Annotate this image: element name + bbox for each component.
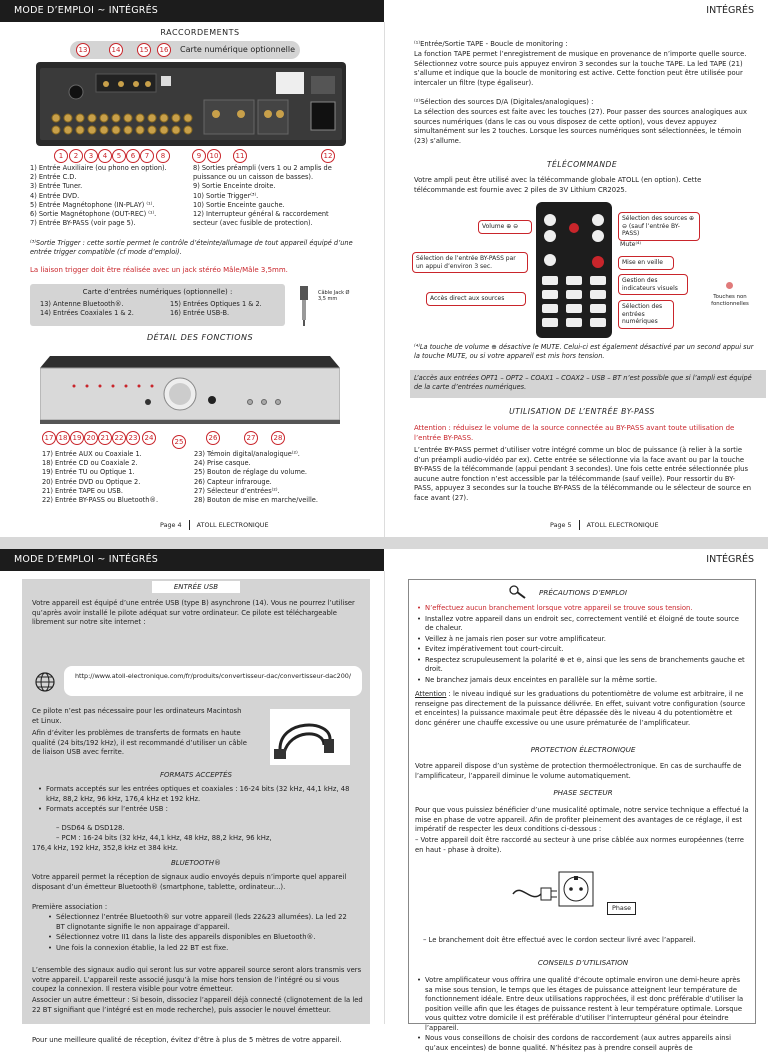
conn-num-6: 6	[126, 149, 140, 163]
header-bar	[0, 549, 768, 571]
formats-usb-pcm: – PCM : 16-24 bits (32 kHz, 44,1 kHz, 48 kHz, 88,2 kHz, 96 kHz,	[56, 834, 272, 842]
list-item: 12) Interrupteur général & raccordement secteur (avec fusible de protection).	[193, 210, 329, 228]
callout-acces: Accès direct aux sources	[426, 292, 526, 306]
list-item: 26) Capteur infrarouge.	[194, 477, 272, 486]
footer-page-4	[160, 520, 269, 530]
list-item: 17) Entrée AUX ou Coaxiale 1.	[42, 450, 142, 458]
footer-page-5	[550, 520, 659, 530]
pilot-text-2: Afin d’éviter les problèmes de transferts de formats en haute qualité (24 bits/192 kHz), il est recommandé d’utiliser un câble de liaison USB avec ferrite.	[32, 729, 247, 757]
formats-usb-dsd: – DSD64 & DSD128.	[56, 824, 125, 832]
front-list-right	[194, 450, 364, 505]
mute-note: ⁽⁴⁾La touche de volume ⊕ désactive le MUTE. Celui-ci est également désactivé par un second appui sur la touche MUTE, ou si votre appareil est mis hors tension.	[414, 343, 754, 361]
trigger-red-note: La liaison trigger doit être réalisée avec un jack stéréo Mâle/Mâle 3,5mm.	[30, 266, 288, 274]
callout-volume: Volume ⊕ ⊖	[478, 220, 532, 234]
precautions-title: PRÉCAUTIONS D’EMPLOI	[539, 588, 627, 597]
usb-title: ENTRÉE USB	[152, 581, 240, 593]
formats-usb-last: 176,4 kHz, 192 kHz, 352,8 kHz et 384 kHz.	[32, 844, 178, 852]
conn-num-16: 16	[157, 43, 171, 57]
list-item: • Installez votre appareil dans un endroit sec, correctement ventilé et éloigné de toute source de chaleur.	[415, 615, 749, 634]
usb-panel	[22, 579, 370, 1044]
header-bar	[0, 0, 768, 22]
trigger-note: ⁽³⁾Sortie Trigger : cette sortie permet le contrôle d’éteinte/allumage de tout appareil équipé d’une entrée trigger compatible (cf mode d’emploi).	[30, 239, 353, 257]
conn-num-2: 2	[69, 149, 83, 163]
bypass-text: L’entrée BY-PASS permet d’utiliser votre intégré comme un bloc de puissance (à relier à la sortie d’un préampli audio-vidéo par ex). Cette entrée se sélectionne via la face avant ou par la touche BY-PASS de la télécommande (appui pendant 3 secondes). Une fois cette entrée sélectionnée plus aucune autre fonction n’est accessible par la télécommande (sauf veille). Pour ressortir du BY-PASS, appuyez 3 secondes sur la touche BY-PASS de la télécommande ou le sélecteur de source en face avant (27).	[414, 446, 752, 502]
telecommande-text: Votre ampli peut être utilisé avec la télécommande globale ATOLL (en option). Cette télécommande est fournie avec 2 piles de 3V Lithium CR2025.	[414, 176, 702, 194]
raccordements-title: RACCORDEMENTS	[160, 28, 240, 37]
list-item: • Formats acceptés sur l’entrée USB :	[36, 805, 361, 815]
header-left-title: MODE D’EMPLOI ~ INTÉGRÉS	[0, 0, 384, 22]
tape-heading: ⁽¹⁾Entrée/Sortie TAPE - Boucle de monitoring :	[414, 40, 568, 48]
front-num-24: 24	[142, 431, 156, 445]
list-item: • Votre amplificateur vous offrira une qualité d’écoute optimale environ une demi-heure après sa mise sous tension, le temps que les étages de puissance atteignent leur température de fonctionnement idéale. Entre deux utilisations rapprochées, il est donc préférable d’utiliser la position veille afin que les étages de puissance restent à leur température optimale. Lorsque vous quittez votre domicile il est préférable d’utiliser l’interrupteur général pour éteindre l’appareil.	[415, 976, 749, 1033]
list-item: 28) Bouton de mise en marche/veille.	[194, 496, 318, 505]
carte-box-col-right	[170, 300, 285, 318]
bluetooth-text-3: Associer un autre émetteur : Si besoin, dissociez l’appareil déjà connecté (clignotement de la led 22 BT signifiant que l’intégré est en mode recherche), puis associer le nouvel émetteur.	[32, 996, 363, 1014]
list-item: • Une fois la connexion établie, la led 22 BT est fixe.	[46, 944, 356, 954]
list-item: 6) Sortie Magnétophone (OUT-REC) ⁽¹⁾.	[30, 210, 157, 219]
list-item: • Sélectionnez votre II1 dans la liste des appareils disponibles en Bluetooth®.	[46, 933, 356, 943]
bluetooth-text: Votre appareil permet la réception de signaux audio envoyés depuis n’importe quel appareil disposant d’un émetteur Bluetooth® (smartphone, tablette, ordinateur...).	[32, 873, 347, 891]
carte-box-title: Carte d’entrées numériques (optionnelle) :	[82, 288, 233, 296]
bluetooth-text-4: Pour une meilleure qualité de réception, évitez d’être à plus de 5 mètres de votre appareil.	[32, 1036, 342, 1044]
list-item: • Formats acceptés sur les entrées optiques et coaxiales : 16-24 bits (32 kHz, 44,1 kHz, 48 kHz, 88,2 kHz, 96 kHz, 176,4 kHz et 192 kHz.	[36, 785, 361, 804]
callout-bypass: Sélection de l’entrée BY-PASS par un appui d’environ 3 sec.	[412, 252, 528, 273]
list-item: 21) Entrée TAPE ou USB.	[42, 486, 123, 495]
conn-num-15: 15	[137, 43, 151, 57]
page-number: Page 5	[550, 521, 572, 529]
formats-list	[36, 785, 361, 816]
list-item: 13) Antenne Bluetooth®.	[40, 300, 124, 308]
detail-title: DÉTAIL DES FONCTIONS	[146, 333, 254, 342]
precautions-panel	[408, 579, 756, 1052]
list-item: • Evitez impérativement tout court-circuit.	[415, 645, 749, 655]
front-num-18: 18	[56, 431, 70, 445]
front-num-22: 22	[112, 431, 126, 445]
phase-text: Pour que vous puissiez bénéficier d’une musicalité optimale, notre service technique a effectué la mise en phase de votre appareil. Afin de profiter pleinement des avantages de ce réglage, il est impératif de respecter les deux conditions ci-dessous :	[415, 806, 749, 834]
list-item: 10) Sortie Trigger⁽³⁾.	[193, 191, 259, 200]
list-item: • Sélectionnez l’entrée Bluetooth® sur votre appareil (leds 22&23 allumées). La led 22 BT clignotante signifie le non appairage d’appareil.	[46, 913, 356, 932]
front-num-27: 27	[244, 431, 258, 445]
list-item: 7) Entrée BY-PASS (voir page 5).	[30, 219, 136, 228]
jack-cable-icon	[292, 286, 316, 326]
spread-bottom	[0, 549, 768, 1052]
bypass-red: Attention : réduisez le volume de la source connectée au BY-PASS avant toute utilisation de l’entrée BY-PASS.	[414, 424, 735, 442]
callout-sel-entrees: Sélection des entrées numériques	[618, 300, 674, 329]
sel-text: La sélection des sources est faite avec les touches (27). Pour passer des sources analogiques aux sources numériques (dans le cas ou vous disposez de cette option), vous devez appuyez simultanément sur les 2 touches. Lorsque les sources numériques sont sélectionnées, le témoin (23) s’allume.	[414, 108, 748, 145]
list-item: 14) Entrées Coaxiales 1 & 2.	[40, 309, 134, 318]
list-item: 4) Entrée DVD.	[30, 191, 80, 200]
list-item: 22) Entrée BY-PASS ou Bluetooth®.	[42, 496, 159, 505]
list-item: 1) Entrée Auxiliaire (ou phono en option).	[30, 164, 167, 172]
front-num-17: 17	[42, 431, 56, 445]
front-list-left	[42, 450, 192, 505]
conn-num-10: 10	[207, 149, 221, 163]
connections-list-right	[193, 164, 353, 229]
protection-title: PROTECTION ÉLECTRONIQUE	[530, 745, 636, 754]
callout-veille: Mise en veille	[618, 256, 674, 270]
list-item: 15) Entrées Optiques 1 & 2.	[170, 300, 262, 308]
list-item: 16) Entrée USB-B.	[170, 309, 230, 318]
conn-num-8: 8	[156, 149, 170, 163]
header-right-title: INTÉGRÉS	[384, 0, 768, 22]
front-num-20: 20	[84, 431, 98, 445]
conn-num-14: 14	[109, 43, 123, 57]
conn-num-4: 4	[98, 149, 112, 163]
precautions-list	[415, 604, 749, 686]
list-item: • Respectez scrupuleusement la polarité ⊕ et ⊖, ainsi que les sens de branchements gauche et droit.	[415, 656, 749, 675]
globe-icon	[34, 671, 56, 693]
list-item: • Ne branchez jamais deux enceintes en parallèle sur la même sortie.	[415, 676, 749, 686]
carte-box-col-left	[40, 300, 170, 318]
conn-num-11: 11	[233, 149, 247, 163]
list-item: 8) Sorties préampli (vers 1 ou 2 amplis de puissance ou un caisson de basses).	[193, 164, 332, 182]
usb-cable-image	[270, 709, 350, 765]
list-item: 27) Sélecteur d’entrées⁽²⁾.	[194, 486, 280, 495]
phase-title: PHASE SECTEUR	[553, 788, 613, 797]
bypass-title: UTILISATION DE L’ENTRÉE BY-PASS	[509, 407, 655, 416]
footer-separator	[579, 520, 580, 530]
bluetooth-title: BLUETOOTH®	[170, 859, 222, 867]
conn-num-3: 3	[84, 149, 98, 163]
plug-diagram	[511, 864, 621, 914]
front-num-23: 23	[126, 431, 140, 445]
list-item: • N’effectuez aucun branchement lorsque votre appareil se trouve sous tension.	[415, 604, 749, 614]
footer-separator	[189, 520, 190, 530]
callout-mute: Mute⁽⁴⁾	[620, 241, 642, 248]
jack-label: Câble Jack Ø 3,5 mm	[318, 290, 350, 302]
connections-list-left	[30, 164, 190, 229]
list-item: 20) Entrée DVD ou Optique 2.	[42, 477, 141, 486]
list-item: 10) Sortie Enceinte gauche.	[193, 200, 285, 209]
list-item: • Veillez à ne jamais rien poser sur votre amplificateur.	[415, 635, 749, 645]
callout-gestion: Gestion des indicateurs visuels	[618, 274, 688, 295]
carte-numerique-box	[30, 284, 285, 326]
bluetooth-steps	[46, 913, 356, 954]
phase-text-2: – Votre appareil doit être raccordé au secteur à une prise câblée aux normes européennes (terre en haut - phase à droite).	[415, 836, 744, 854]
conn-num-5: 5	[112, 149, 126, 163]
conn-num-1: 1	[54, 149, 68, 163]
bluetooth-text-2: L’ensemble des signaux audio qui seront lus sur votre appareil source seront alors transmis vers votre appareil. L’appareil reste associé jusqu’à la mise hors tension de l’intégré ou si vous coupez la connexion. Il restera visible pour votre émetteur.	[32, 966, 362, 994]
front-num-26: 26	[206, 431, 220, 445]
header-right-title: INTÉGRÉS	[384, 549, 768, 571]
conseils-list	[415, 976, 749, 1054]
page-divider	[384, 571, 385, 1024]
spread-gap	[0, 537, 768, 549]
list-item: 24) Prise casque.	[194, 459, 251, 468]
front-panel-image	[40, 346, 340, 426]
front-num-21: 21	[98, 431, 112, 445]
pilot-text: Ce pilote n’est pas nécessaire pour les ordinateurs Macintosh et Linux.	[32, 707, 242, 725]
footer-brand: ATOLL ELECTRONIQUE	[586, 521, 659, 529]
front-num-28: 28	[271, 431, 285, 445]
list-item: 23) Témoin digital/analogique⁽²⁾.	[194, 450, 300, 458]
dot-icon	[726, 282, 733, 289]
header-left-title: MODE D’EMPLOI ~ INTÉGRÉS	[0, 549, 384, 571]
list-item: 3) Entrée Tuner.	[30, 182, 83, 191]
rear-panel-image	[36, 62, 346, 146]
usb-text: Votre appareil est équipé d’une entrée USB (type B) asynchrone (14). Vous ne pourrez l’utiliser qu’après avoir installé le pilote adéquat sur votre ordinateur. Ce pilote est téléchargeable librement sur notre site internet :	[32, 599, 355, 627]
front-num-19: 19	[70, 431, 84, 445]
conn-num-12: 12	[321, 149, 335, 163]
conn-num-13: 13	[76, 43, 90, 57]
page-number: Page 4	[160, 521, 182, 529]
list-item: 25) Bouton de réglage du volume.	[194, 468, 308, 477]
list-item: 5) Entrée Magnétophone (IN-PLAY) ⁽¹⁾.	[30, 200, 155, 209]
acces-box-text: L’accès aux entrées OPT1 – OPT2 – COAX1 – COAX2 – USB – BT n’est possible que si l’ampli est équipé de la carte d’entrées numériques.	[414, 374, 752, 392]
formats-title: FORMATS ACCEPTÉS	[159, 771, 232, 779]
footer-brand: ATOLL ELECTRONIQUE	[196, 521, 269, 529]
list-item: 2) Entrée C.D.	[30, 173, 77, 182]
remote-image	[536, 202, 612, 338]
list-item: • Nous vous conseillons de choisir des cordons de raccordement (aux autres appareils ainsi qu’aux enceintes) de bonne qualité. N’hésitez pas à prendre conseil auprès de	[415, 1034, 749, 1053]
carte-option-label: Carte numérique optionnelle	[180, 45, 296, 54]
driver-url[interactable]: http://www.atoll-electronique.com/fr/produits/convertisseur-dac/convertisseur-dac200/	[64, 666, 362, 696]
attention-text: : le niveau indiqué sur les graduations du potentiomètre de volume est arbitraire, il ne renseigne pas directement de la puissance délivrée. En effet, suivant votre configuration (source et enceintes) la puissance maximale peut être dépassée dès le niveau 4 du potentiomètre et donc générer une chauffe excessive ou une usure prématurée de l’amplificateur.	[415, 690, 746, 727]
callout-non-fonction: Touches non fonctionnelles	[711, 294, 749, 308]
conn-num-9: 9	[192, 149, 206, 163]
telecommande-title: TÉLÉCOMMANDE	[546, 160, 618, 169]
conseils-title: CONSEILS D’UTILISATION	[537, 958, 629, 967]
attention-label: Attention	[415, 690, 447, 698]
phase-label: Phase	[607, 902, 636, 915]
sel-heading: ⁽²⁾Sélection des sources D/A (Digitales/analogiques) :	[414, 98, 594, 106]
list-item: 18) Entrée CD ou Coaxiale 2.	[42, 459, 138, 468]
bluetooth-first: Première association :	[32, 903, 108, 911]
conn-num-7: 7	[140, 149, 154, 163]
protection-text: Votre appareil dispose d’un système de protection thermoélectronique. En cas de surchauffe de l’amplificateur, l’appareil diminue le volume automatiquement.	[415, 762, 742, 780]
list-item: 19) Entrée TU ou Optique 1.	[42, 468, 135, 477]
list-item: 9) Sortie Enceinte droite.	[193, 182, 276, 191]
page-divider	[384, 22, 385, 537]
phase-text-3: – Le branchement doit être effectué avec le cordon secteur livré avec l’appareil.	[423, 936, 696, 944]
acces-box	[410, 370, 766, 398]
callout-selection-sources: Sélection des sources ⊕ ⊖ (sauf l’entrée BY-PASS)	[618, 212, 700, 241]
attention-paragraph	[415, 690, 749, 728]
tape-text: La fonction TAPE permet l’enregistrement de musique en provenance de n’importe quelle source. Sélectionnez votre source puis appuyez environ 3 secondes sur la touche TAPE. La led TAPE (21) s’allume et indique que la boucle de monitoring est active. Cette fonction peut être utilisée pour intercaler un filtre (type égaliseur).	[414, 50, 747, 87]
front-num-25: 25	[172, 435, 186, 449]
